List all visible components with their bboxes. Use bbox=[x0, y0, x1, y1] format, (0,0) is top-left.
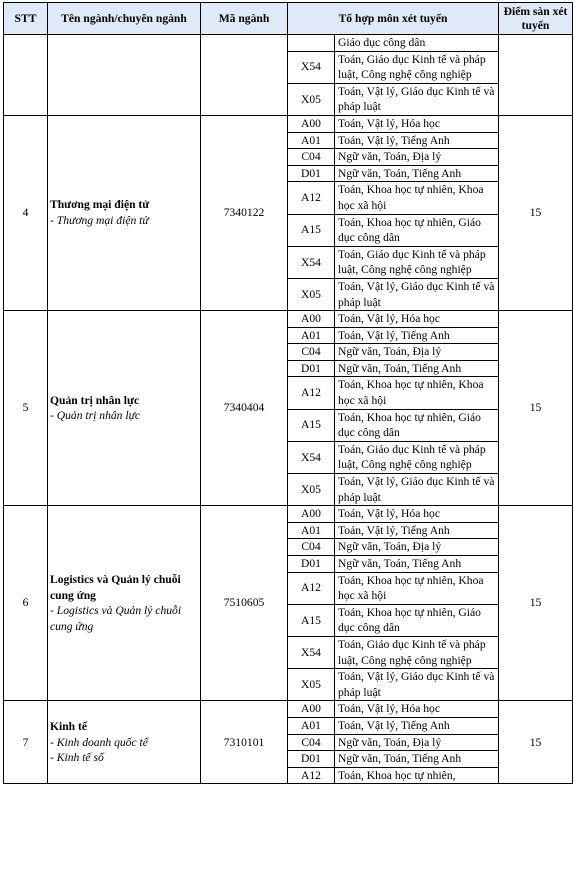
combo-code: A01 bbox=[288, 522, 335, 539]
admission-table bbox=[3, 2, 573, 784]
combo-code: A00 bbox=[288, 506, 335, 523]
combo-code: C04 bbox=[288, 149, 335, 166]
table-body bbox=[4, 35, 573, 784]
combo-subjects: Toán, Vật lý, Tiếng Anh bbox=[335, 522, 499, 539]
table-row bbox=[4, 701, 573, 718]
combo-code: D01 bbox=[288, 165, 335, 182]
code-cell bbox=[201, 35, 288, 116]
combo-subjects: Ngữ văn, Toán, Địa lý bbox=[335, 734, 499, 751]
combo-code: A01 bbox=[288, 327, 335, 344]
combo-subjects: Toán, Vật lý, Tiếng Anh bbox=[335, 327, 499, 344]
combo-code: A00 bbox=[288, 311, 335, 328]
major-cell bbox=[48, 506, 201, 701]
combo-code: D01 bbox=[288, 360, 335, 377]
major-cell bbox=[48, 701, 201, 784]
combo-code: C04 bbox=[288, 539, 335, 556]
major-name: Kinh tế bbox=[50, 719, 88, 733]
combo-code: A15 bbox=[288, 214, 335, 246]
stt-cell bbox=[4, 35, 48, 116]
combo-subjects: Toán, Vật lý, Hóa học bbox=[335, 506, 499, 523]
specialization: - Quản trị nhân lực bbox=[50, 409, 141, 423]
combo-subjects: Ngữ văn, Toán, Tiếng Anh bbox=[335, 751, 499, 768]
table-row bbox=[4, 115, 573, 132]
combo-subjects: Ngữ văn, Toán, Tiếng Anh bbox=[335, 360, 499, 377]
combo-subjects: Toán, Khoa học tự nhiên, bbox=[335, 767, 499, 784]
combo-code bbox=[288, 35, 335, 52]
combo-code: X05 bbox=[288, 474, 335, 506]
specialization: - Kinh tế số bbox=[50, 751, 104, 765]
major-code: 7310101 bbox=[201, 701, 288, 784]
combo-subjects: Toán, Khoa học tự nhiên, Giáo dục công dân bbox=[335, 604, 499, 636]
combo-code: A12 bbox=[288, 572, 335, 604]
header-combo: Tổ hợp môn xét tuyển bbox=[288, 3, 499, 35]
combo-code: A12 bbox=[288, 767, 335, 784]
combo-subjects: Toán, Vật lý, Tiếng Anh bbox=[335, 132, 499, 149]
combo-subjects: Ngữ văn, Toán, Tiếng Anh bbox=[335, 165, 499, 182]
combo-code: X54 bbox=[288, 441, 335, 473]
major-code: 7340122 bbox=[201, 115, 288, 310]
stt-cell: 6 bbox=[4, 506, 48, 701]
stt-cell: 4 bbox=[4, 115, 48, 310]
combo-subjects: Toán, Vật lý, Hóa học bbox=[335, 701, 499, 718]
combo-subjects: Toán, Vật lý, Tiếng Anh bbox=[335, 717, 499, 734]
combo-subjects: Toán, Khoa học tự nhiên, Khoa học xã hội bbox=[335, 182, 499, 214]
combo-subjects: Toán, Giáo dục Kinh tế và pháp luật, Công nghệ công nghiệp bbox=[335, 51, 499, 83]
specialization: - Thương mại điện tử bbox=[50, 214, 149, 228]
combo-code: D01 bbox=[288, 751, 335, 768]
combo-code: X05 bbox=[288, 669, 335, 701]
major-name: Logistics và Quản lý chuỗi cung ứng bbox=[50, 573, 181, 602]
table-row bbox=[4, 311, 573, 328]
combo-subjects: Toán, Giáo dục Kinh tế và pháp luật, Công nghệ công nghiệp bbox=[335, 636, 499, 668]
combo-code: A12 bbox=[288, 377, 335, 409]
specialization: - Kinh doanh quốc tế bbox=[50, 735, 148, 749]
combo-code: A00 bbox=[288, 701, 335, 718]
score-cell bbox=[499, 35, 573, 116]
major-name: Thương mại điện tử bbox=[50, 198, 150, 212]
combo-code: X54 bbox=[288, 636, 335, 668]
combo-subjects: Toán, Khoa học tự nhiên, Giáo dục công dân bbox=[335, 214, 499, 246]
combo-subjects: Toán, Vật lý, Giáo dục Kinh tế và pháp luật bbox=[335, 669, 499, 701]
combo-subjects: Toán, Khoa học tự nhiên, Giáo dục công dân bbox=[335, 409, 499, 441]
combo-subjects: Toán, Giáo dục Kinh tế và pháp luật, Công nghệ công nghiệp bbox=[335, 441, 499, 473]
combo-subjects: Toán, Khoa học tự nhiên, Khoa học xã hội bbox=[335, 377, 499, 409]
stt-cell: 5 bbox=[4, 311, 48, 506]
combo-subjects: Toán, Vật lý, Giáo dục Kinh tế và pháp luật bbox=[335, 83, 499, 115]
combo-subjects: Ngữ văn, Toán, Địa lý bbox=[335, 539, 499, 556]
combo-subjects: Toán, Khoa học tự nhiên, Khoa học xã hội bbox=[335, 572, 499, 604]
combo-subjects: Ngữ văn, Toán, Địa lý bbox=[335, 149, 499, 166]
combo-code: A15 bbox=[288, 409, 335, 441]
min-score: 15 bbox=[499, 506, 573, 701]
combo-code: D01 bbox=[288, 556, 335, 573]
table-row bbox=[4, 506, 573, 523]
table-header-row bbox=[4, 3, 573, 35]
header-stt: STT bbox=[4, 3, 48, 35]
combo-code: C04 bbox=[288, 734, 335, 751]
header-score: Điểm sàn xét tuyển bbox=[499, 3, 573, 35]
major-code: 7510605 bbox=[201, 506, 288, 701]
major-cell bbox=[48, 311, 201, 506]
major-name: Quản trị nhân lực bbox=[50, 393, 140, 407]
major-code: 7340404 bbox=[201, 311, 288, 506]
specialization: - Logistics và Quản lý chuỗi cung ứng bbox=[50, 604, 182, 633]
combo-subjects: Toán, Vật lý, Hóa học bbox=[335, 115, 499, 132]
combo-code: A01 bbox=[288, 717, 335, 734]
header-code: Mã ngành bbox=[201, 3, 288, 35]
combo-subjects: Ngữ văn, Toán, Địa lý bbox=[335, 344, 499, 361]
combo-code: C04 bbox=[288, 344, 335, 361]
combo-subjects: Toán, Vật lý, Hóa học bbox=[335, 311, 499, 328]
combo-code: A01 bbox=[288, 132, 335, 149]
combo-code: A00 bbox=[288, 115, 335, 132]
combo-subjects: Giáo dục công dân bbox=[335, 35, 499, 52]
combo-code: A15 bbox=[288, 604, 335, 636]
major-cell bbox=[48, 115, 201, 310]
major-cell bbox=[48, 35, 201, 116]
combo-subjects: Toán, Vật lý, Giáo dục Kinh tế và pháp luật bbox=[335, 474, 499, 506]
combo-code: X05 bbox=[288, 83, 335, 115]
stt-cell: 7 bbox=[4, 701, 48, 784]
combo-code: X54 bbox=[288, 246, 335, 278]
table-row bbox=[4, 35, 573, 52]
header-major: Tên ngành/chuyên ngành bbox=[48, 3, 201, 35]
combo-code: X05 bbox=[288, 278, 335, 310]
combo-subjects: Toán, Giáo dục Kinh tế và pháp luật, Công nghệ công nghiệp bbox=[335, 246, 499, 278]
combo-code: A12 bbox=[288, 182, 335, 214]
combo-code: X54 bbox=[288, 51, 335, 83]
min-score: 15 bbox=[499, 115, 573, 310]
combo-subjects: Ngữ văn, Toán, Tiếng Anh bbox=[335, 556, 499, 573]
combo-subjects: Toán, Vật lý, Giáo dục Kinh tế và pháp luật bbox=[335, 278, 499, 310]
min-score: 15 bbox=[499, 311, 573, 506]
min-score: 15 bbox=[499, 701, 573, 784]
